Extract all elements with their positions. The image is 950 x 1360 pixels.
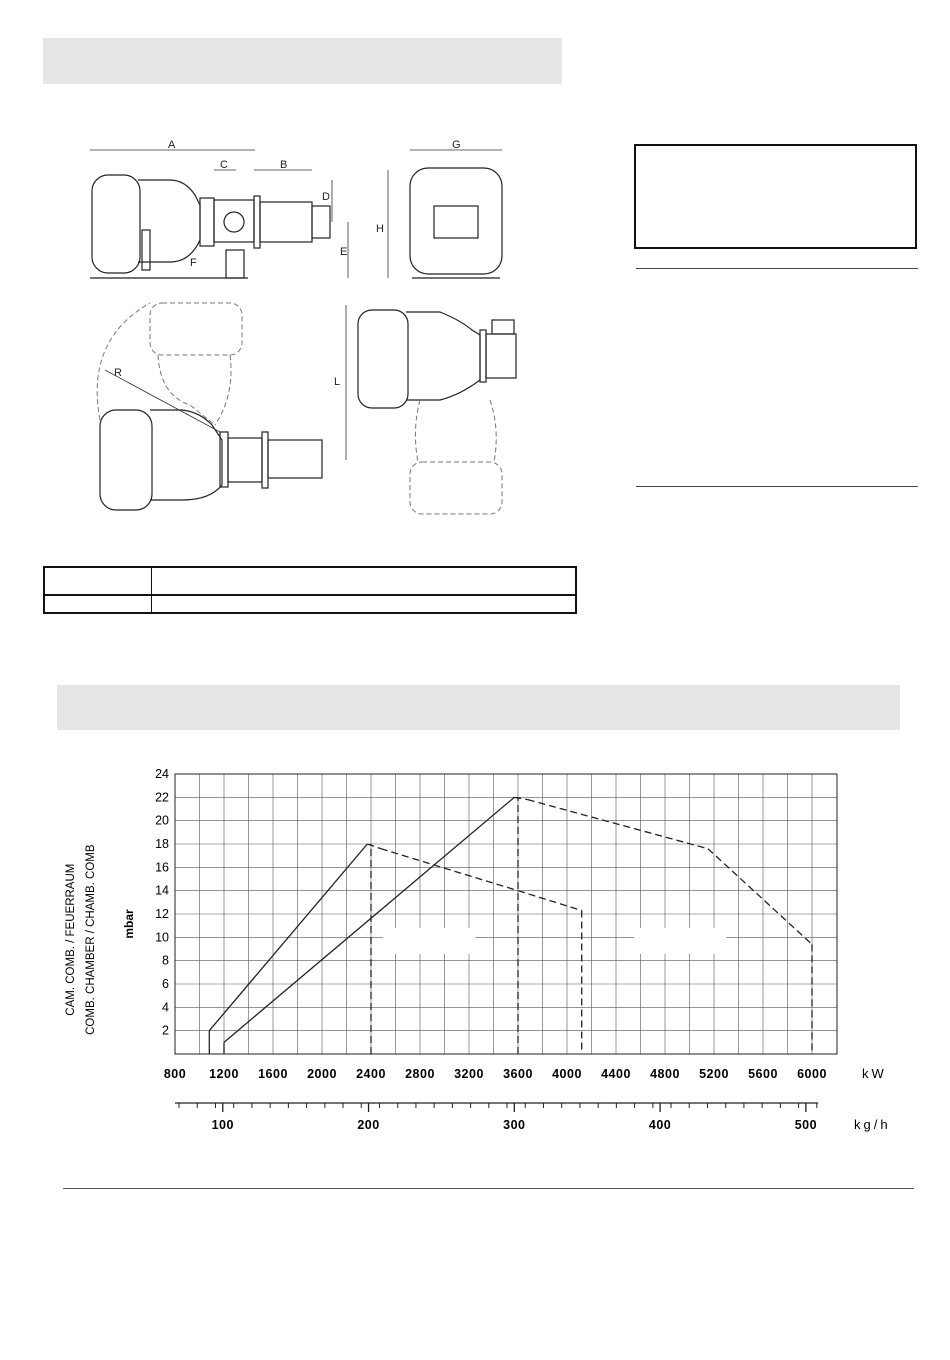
y-tick-label: 24 (155, 767, 169, 781)
x-tick-label: 1600 (258, 1067, 288, 1081)
dim-label: D (322, 191, 330, 203)
table-column-divider (151, 568, 152, 612)
secondary-unit-label: kg/h (854, 1117, 891, 1132)
y-tick-label: 2 (162, 1023, 169, 1038)
x-tick-label: 2800 (405, 1067, 435, 1081)
dimensions-table (43, 566, 577, 614)
secondary-tick-label: 500 (794, 1118, 818, 1132)
section-header-band-top (43, 38, 562, 84)
y-axis-unit: mbar (122, 909, 136, 939)
dim-label: R (114, 367, 122, 379)
y-tick-label: 12 (155, 907, 169, 921)
x-tick-label: 800 (163, 1067, 187, 1081)
y-tick-label: 8 (162, 953, 169, 968)
y-axis-label-line2: COMB. CHAMBER / CHAMB. COMB (85, 844, 97, 1035)
firing-rate-chart (40, 760, 910, 1160)
x-tick-label: 1200 (209, 1067, 239, 1081)
axis-labels (65, 844, 136, 1035)
x-tick-label: 4400 (601, 1067, 631, 1081)
dim-label: A (168, 139, 176, 151)
divider-line (636, 486, 918, 487)
info-box (634, 144, 917, 249)
y-tick-label: 14 (155, 883, 169, 898)
dim-label: G (452, 139, 461, 151)
y-tick-label: 6 (162, 977, 169, 991)
x-tick-label: 2400 (356, 1067, 386, 1081)
y-tick-label: 22 (155, 790, 169, 805)
section-header-band-chart (57, 685, 900, 730)
y-tick-label: 20 (155, 813, 169, 828)
x-tick-label: 4800 (650, 1067, 680, 1081)
footer-rule (63, 1188, 914, 1189)
x-tick-label: 5200 (699, 1067, 729, 1081)
dim-label: L (334, 376, 341, 388)
chart-grid (175, 774, 837, 1054)
secondary-tick-label: 100 (211, 1118, 234, 1132)
secondary-tick-label: 300 (503, 1118, 526, 1132)
burner-dimension-drawing (80, 130, 540, 525)
secondary-tick-label: 400 (648, 1118, 672, 1132)
x-tick-label: 6000 (797, 1067, 827, 1081)
y-tick-labels (155, 767, 169, 1038)
range-label-box (634, 928, 726, 954)
x-tick-label: 2000 (307, 1067, 337, 1081)
dim-label: B (280, 159, 288, 171)
x-tick-label: 3600 (503, 1067, 533, 1081)
y-tick-label: 16 (155, 860, 169, 875)
dim-label: C (220, 159, 228, 171)
dim-label: F (190, 257, 197, 269)
x-unit-label: kW (862, 1066, 887, 1081)
secondary-axis (175, 1103, 891, 1132)
dim-label: E (340, 246, 348, 258)
x-tick-label: 5600 (748, 1067, 778, 1081)
dim-label: H (376, 223, 384, 235)
y-axis-label-line1: CAM. COMB. / FEUERRAUM (65, 863, 77, 1016)
x-tick-label: 3200 (454, 1067, 484, 1081)
range-label-box (383, 928, 475, 954)
y-tick-label: 4 (162, 1000, 169, 1015)
x-tick-label: 4000 (552, 1067, 582, 1081)
y-tick-label: 10 (155, 930, 169, 945)
table-row-divider (45, 594, 575, 596)
divider-line (636, 268, 918, 269)
y-tick-label: 18 (155, 837, 169, 851)
x-tick-labels (164, 1066, 887, 1081)
secondary-tick-label: 200 (357, 1118, 380, 1132)
